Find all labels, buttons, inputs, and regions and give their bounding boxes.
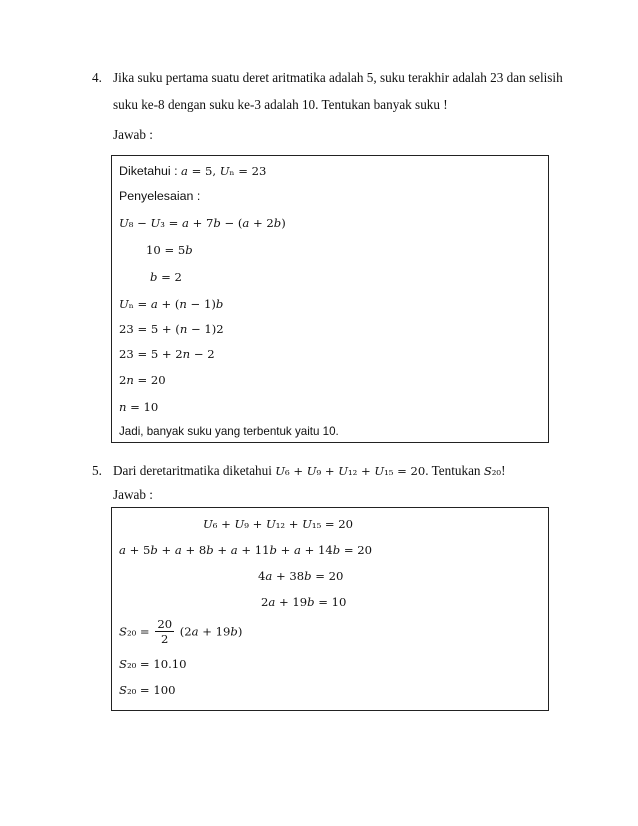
q5-line-1: 𝑈₆ + 𝑈₉ + 𝑈₁₂ + 𝑈₁₅ = 20 (203, 517, 354, 531)
q4-diketahui-label: Diketahui : (119, 164, 181, 178)
q4-step-3: 𝑏 = 2 (150, 270, 182, 284)
q4-step-1: 𝑈₈ − 𝑈₃ = 𝑎 + 7𝑏 − (𝑎 + 2𝑏) (119, 216, 286, 230)
q5-line-7: 𝑆₂₀ = 100 (119, 683, 176, 697)
q5-text-math: 𝑈₆ + 𝑈₉ + 𝑈₁₂ + 𝑈₁₅ = 20 (275, 464, 426, 478)
q4-step-7: 2𝑛 = 20 (119, 373, 166, 387)
q4-penyelesaian: Penyelesaian : (119, 189, 201, 203)
q5-line-5-rhs: (2𝑎 + 19𝑏) (179, 624, 243, 639)
q5-text (113, 463, 505, 479)
q5-number: 5. (92, 463, 102, 478)
q5-answer-box (111, 507, 549, 711)
q4-step-8: 𝑛 = 10 (119, 400, 159, 414)
q5-text-mid: . Tentukan (425, 463, 484, 478)
q4-diketahui (119, 162, 266, 180)
q4-text-line2: suku ke-8 dengan suku ke-3 adalah 10. Tentukan banyak suku ! (113, 97, 448, 112)
q5-fraction-denominator: 2 (161, 632, 169, 646)
q4-jawab: Jawab : (113, 127, 153, 142)
q4-diketahui-math: 𝑎 = 5, 𝑈ₙ = 23 (180, 164, 267, 178)
q5-text-suffix: ! (501, 463, 506, 478)
q5-text-math2: 𝑆₂₀ (483, 464, 502, 478)
q5-line-5-lhs: 𝑆₂₀ = (119, 624, 150, 639)
q4-step-2: 10 = 5𝑏 (146, 243, 193, 257)
q5-line-4: 2𝑎 + 19𝑏 = 10 (261, 595, 347, 609)
q5-fraction-numerator: 20 (157, 617, 173, 631)
q5-text-prefix: Dari deretaritmatika diketahui (113, 463, 276, 478)
q4-step-4: 𝑈ₙ = 𝑎 + (𝑛 − 1)𝑏 (119, 297, 224, 311)
q5-line-5 (119, 617, 242, 646)
q4-text-line1: Jika suku pertama suatu deret aritmatika adalah 5, suku terakhir adalah 23 dan selisih (113, 70, 563, 85)
q5-jawab: Jawab : (113, 487, 153, 502)
q5-line-3: 4𝑎 + 38𝑏 = 20 (258, 569, 344, 583)
q4-conclusion: Jadi, banyak suku yang terbentuk yaitu 10. (119, 425, 339, 438)
q4-number: 4. (92, 70, 102, 85)
q4-answer-box (111, 155, 549, 443)
q5-line-6: 𝑆₂₀ = 10.10 (119, 657, 187, 671)
q4-step-5: 23 = 5 + (𝑛 − 1)2 (119, 322, 224, 336)
q5-fraction (155, 617, 174, 646)
q4-step-6: 23 = 5 + 2𝑛 − 2 (119, 347, 215, 361)
q5-line-2: 𝑎 + 5𝑏 + 𝑎 + 8𝑏 + 𝑎 + 11𝑏 + 𝑎 + 14𝑏 = 20 (119, 543, 373, 557)
